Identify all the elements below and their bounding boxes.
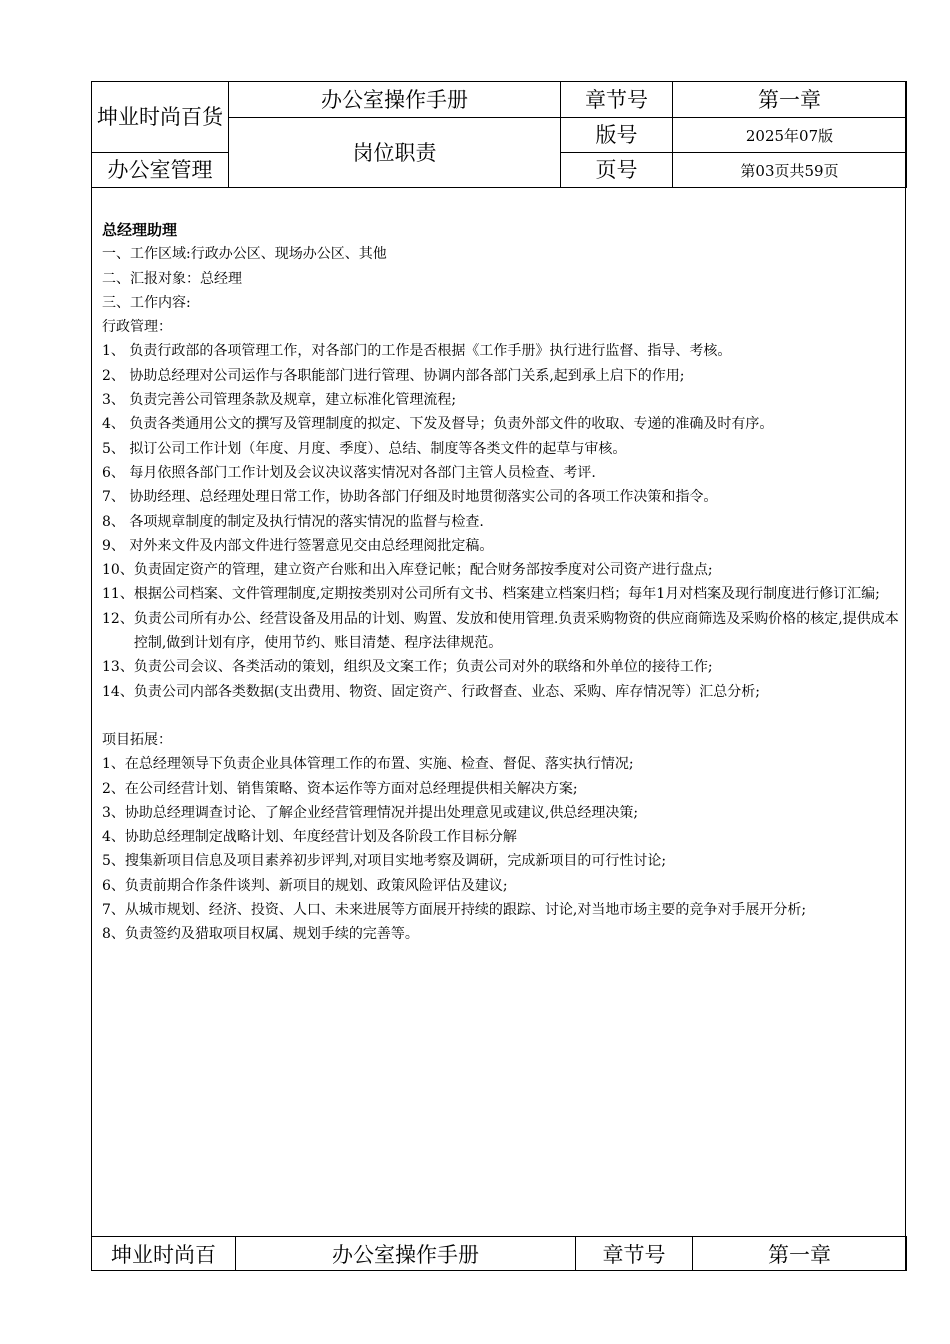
list-item: 1、 负责行政部的各项管理工作，对各部门的工作是否根据《工作手册》执行进行监督、指导、考核。 (102, 343, 732, 360)
list-item: 4、协助总经理制定战略计划、年度经营计划及各阶段工作目标分解 (102, 829, 517, 846)
department-name: 办公室管理 (92, 153, 229, 188)
report-to-line: 二、汇报对象：总经理 (102, 270, 242, 287)
list-item: 13、 负责公司会议、各类活动的策划，组织及文案工作；负责公司对外的联络和外单位的接待工作; (102, 659, 713, 676)
list-item: 12、 负责公司所有办公、经营设备及用品的计划、购置、发放和使用管理.负责采购物资的供应商筛选及采购价格的核定,提供成本控制,做到计划有序，使用节约、账目清楚、程序法律规范。 (102, 610, 899, 652)
list-item: 14、 负责公司内部各类数据(支出费用、物资、固定资产、行政督查、业态、采购、库存情况等）汇总分析; (102, 683, 761, 700)
list-item: 7、 协助经理、总经理处理日常工作，协助各部门仔细及时地贯彻落实公司的各项工作决策和指令。 (102, 489, 718, 506)
list-item: 5、搜集新项目信息及项目素养初步评判,对项目实地考察及调研，完成新项目的可行性讨论; (102, 853, 667, 870)
chapter-value: 第一章 (673, 82, 907, 118)
company-name: 坤业时尚百货 (92, 82, 229, 153)
list-item: 2、 协助总经理对公司运作与各职能部门进行管理、协调内部各部门关系,起到承上启下的作用; (102, 367, 685, 384)
work-content-line: 三、工作内容: (102, 294, 191, 311)
footer-chapter-label: 章节号 (576, 1237, 693, 1271)
project-list (102, 752, 902, 946)
section-title: 岗位职责 (229, 118, 561, 188)
header-table (91, 81, 907, 188)
list-item: 10、 负责固定资产的管理，建立资产台账和出入库登记帐；配合财务部按季度对公司资产进行盘点; (102, 562, 713, 579)
admin-heading: 行政管理： (102, 319, 172, 336)
list-item: 11、 根据公司档案、文件管理制度,定期按类别对公司所有文书、档案建立档案归档；每年1月对档案及现行制度进行修订汇编; (102, 586, 880, 603)
work-area-line: 一、工作区域:行政办公区、现场办公区、其他 (102, 246, 387, 263)
page-label: 页号 (561, 153, 673, 188)
list-item: 6、 每月依照各部门工作计划及会议决议落实情况对各部门主管人员检查、考评. (102, 464, 596, 481)
list-item: 8、负责签约及猎取项目权属、规划手续的完善等。 (102, 926, 419, 943)
footer-manual: 办公室操作手册 (236, 1237, 576, 1271)
list-item: 2、在公司经营计划、销售策略、资本运作等方面对总经理提供相关解决方案; (102, 780, 578, 797)
list-item: 1、在总经理领导下负责企业具体管理工作的布置、实施、检查、督促、落实执行情况; (102, 756, 634, 773)
version-label: 版号 (561, 118, 673, 153)
list-item: 4、 负责各类通用公文的撰写及管理制度的拟定、下发及督导；负责外部文件的收取、专递的准确及时有序。 (102, 416, 774, 433)
manual-title: 办公室操作手册 (229, 82, 561, 118)
page-value: 第03页共59页 (673, 153, 907, 188)
list-item: 7、从城市规划、经济、投资、人口、未来进展等方面展开持续的跟踪、讨论,对当地市场主要的竞争对手展开分析; (102, 902, 807, 919)
footer-chapter-value: 第一章 (693, 1237, 907, 1271)
chapter-label: 章节号 (561, 82, 673, 118)
project-heading: 项目拓展： (102, 731, 172, 748)
version-value: 2025年07版 (673, 118, 907, 153)
list-item: 9、 对外来文件及内部文件进行签署意见交由总经理阅批定稿。 (102, 537, 494, 554)
footer-company: 坤业时尚百 (92, 1237, 236, 1271)
list-item: 3、协助总经理调查讨论、了解企业经营管理情况并提出处理意见或建议,供总经理决策; (102, 804, 639, 821)
list-item: 5、 拟订公司工作计划（年度、月度、季度）、总结、制度等各类文件的起草与审核。 (102, 440, 627, 457)
footer-table (91, 1236, 907, 1271)
list-item: 6、负责前期合作条件谈判、新项目的规划、政策风险评估及建议; (102, 877, 508, 894)
spacer (102, 704, 902, 728)
content-body (102, 218, 902, 947)
admin-list (102, 339, 902, 703)
content-title: 总经理助理 (102, 221, 178, 239)
list-item: 8、 各项规章制度的制定及执行情况的落实情况的监督与检查. (102, 513, 484, 530)
list-item: 3、 负责完善公司管理条款及规章，建立标准化管理流程; (102, 392, 457, 409)
